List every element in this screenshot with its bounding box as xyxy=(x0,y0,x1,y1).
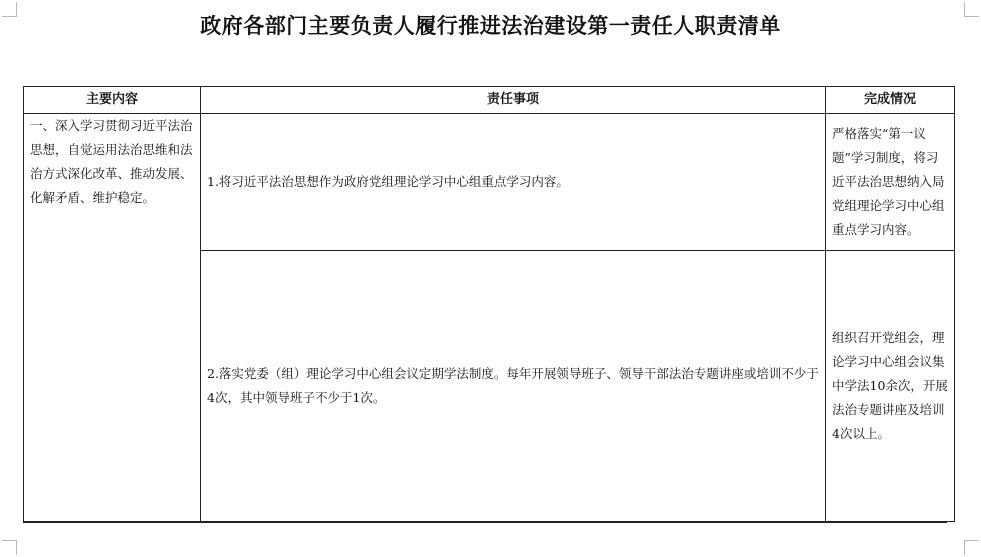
page-corner-mark xyxy=(964,540,979,555)
table-bottom-border xyxy=(23,522,947,523)
responsibility-item-cell: 2.落实党委（组）理论学习中心组会议定期学法制度。每年开展领导班子、领导干部法治专题讲座或培训不少于4次，其中领导班子不少于1次。 xyxy=(201,251,826,522)
column-header-content: 主要内容 xyxy=(24,87,201,114)
completion-status-cell: 组织召开党组会，理论学习中心组会议集中学法10余次，开展法治专题讲座及培训4次以上。 xyxy=(826,251,955,522)
table-header-row xyxy=(24,87,955,114)
column-header-items: 责任事项 xyxy=(201,87,826,114)
page-corner-mark xyxy=(2,540,17,555)
responsibility-table xyxy=(23,86,955,522)
responsibility-item-cell: 1.将习近平法治思想作为政府党组理论学习中心组重点学习内容。 xyxy=(201,114,826,251)
table-row xyxy=(24,114,955,251)
completion-status-cell: 严格落实“第一议题”学习制度，将习近平法治思想纳入局党组理论学习中心组重点学习内容。 xyxy=(826,114,955,251)
column-header-status: 完成情况 xyxy=(826,87,955,114)
page-title: 政府各部门主要负责人履行推进法治建设第一责任人职责清单 xyxy=(200,14,781,38)
main-content-cell: 一、深入学习贯彻习近平法治思想，自觉运用法治思维和法治方式深化改革、推动发展、化解矛盾、维护稳定。 xyxy=(24,114,201,522)
